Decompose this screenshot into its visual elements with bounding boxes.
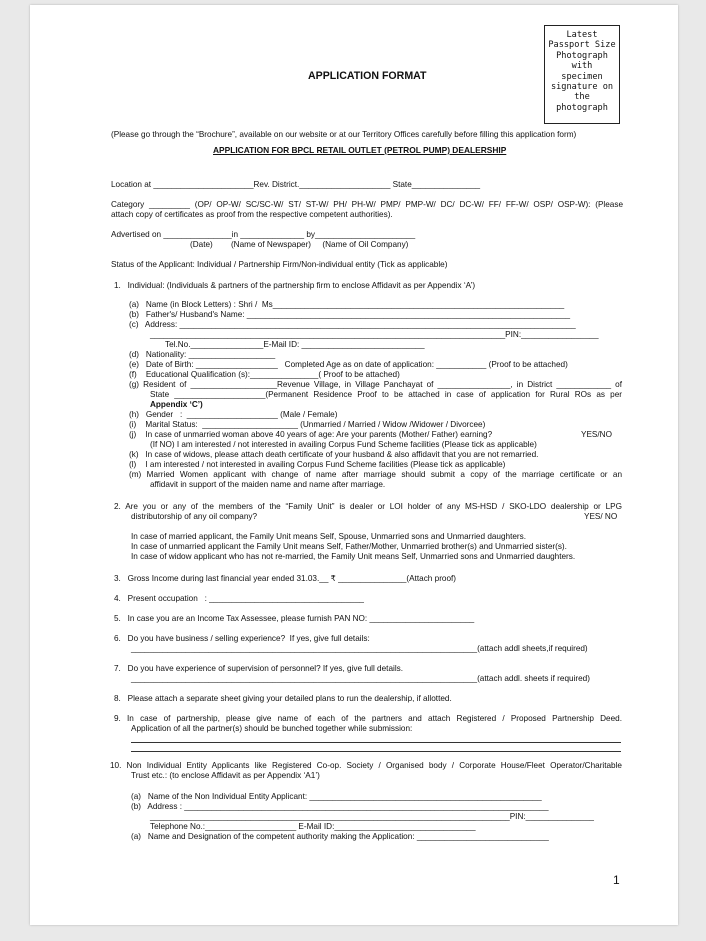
instruction-text: (Please go through the “Brochure”, available on our website or at our Territory Offices carefully before filling this application form) bbox=[111, 130, 577, 139]
family-unit-married: In case of married applicant, the Family Unit means Self, Spouse, Unmarried sons and Unmarried daughters. bbox=[131, 532, 527, 541]
item-9-partnership-cont: Application of all the partner(s) should be bunched together while submission: bbox=[131, 724, 413, 733]
field-tel-email: Tel.No.________________E-Mail ID: ___________________________ bbox=[165, 340, 425, 349]
photo-box-line: with bbox=[571, 61, 593, 72]
field-entity-phone-email: Telephone No.:____________________ E-Mail ID:_______________________________ bbox=[150, 822, 476, 831]
photo-box-line: Latest bbox=[566, 30, 598, 40]
yes-no-option: YES/NO bbox=[581, 430, 612, 439]
item-1-heading: 1. Individual: (Individuals & partners of the partnership firm to enclose Affidavit as per Appendix ‘A’) bbox=[114, 281, 476, 290]
item-7-details-line: ____________________________________________________________________________(attach addl. sheets if required) bbox=[131, 674, 590, 683]
form-subtitle: APPLICATION FOR BPCL RETAIL OUTLET (PETROL PUMP) DEALERSHIP bbox=[213, 145, 507, 155]
photo-box-line: Passport Size bbox=[548, 40, 616, 51]
field-education: (f) Educational Qualification (s):_______________( Proof to be attached) bbox=[129, 370, 400, 379]
photo-placeholder-box bbox=[544, 25, 620, 124]
field-date-of-birth: (e) Date of Birth: __________________ Completed Age as on date of application: ___________ (Proof to be attached) bbox=[129, 360, 568, 369]
advertised-line: Advertised on _______________in ______________ by______________________ bbox=[111, 230, 416, 239]
field-father-husband-name: (b) Father's/ Husband's Name: _______________________________________________________________________ bbox=[129, 310, 571, 319]
item-10-non-individual-cont: Trust etc.: (to enclose Affidavit as per Appendix ‘A1’) bbox=[131, 771, 320, 780]
field-widow: (k) In case of widows, please attach death certificate of your husband & also affidavit that you are not remarried. bbox=[129, 450, 539, 459]
field-resident-state: State ____________________(Permanent Residence Proof to be attached in case of application for Rural ROs as per bbox=[150, 390, 622, 399]
field-entity-name: (a) Name of the Non Individual Entity Applicant: ___________________________________________________ bbox=[131, 792, 542, 801]
item-2-question-cont: distributorship of any oil company? bbox=[131, 512, 258, 521]
field-marital-status: (i) Marital Status: _____________________ (Unmarried / Married / Widow /Widower / Divorcee) bbox=[129, 420, 486, 429]
field-married-women: (m) Married Women applicant with change of name after marriage should submit a copy of the marriage certificate or an bbox=[129, 470, 622, 479]
item-4-occupation: 4. Present occupation : __________________________________ bbox=[114, 594, 364, 603]
field-resident: (g) Resident of ___________________Revenue Village, in Village Panchayat of ________________, in District ____________ of bbox=[129, 380, 622, 389]
document-page bbox=[30, 5, 678, 925]
blank-answer-line bbox=[131, 742, 621, 743]
field-address-pin: ______________________________________________________________________________PIN:_________________ bbox=[150, 330, 599, 339]
yes-no-option: YES/ NO bbox=[584, 512, 618, 521]
item-3-gross-income: 3. Gross Income during last financial year ended 31.03.__ ₹ _______________(Attach proof) bbox=[114, 574, 457, 583]
field-gender: (h) Gender : ____________________ (Male / Female) bbox=[129, 410, 338, 419]
item-2-question: 2. Are you or any of the members of the “Family Unit” is dealer or LOI holder of any MS-HSD / SKO-LDO dealership or LPG bbox=[114, 502, 622, 511]
status-line: Status of the Applicant: Individual / Partnership Firm/Non-individual entity (Tick as applicable) bbox=[111, 260, 448, 269]
item-6-business-experience: 6. Do you have business / selling experience? If yes, give full details: bbox=[114, 634, 370, 643]
field-unmarried-woman: (j) In case of unmarried woman above 40 years of age: Are your parents (Mother/ Father) earning? bbox=[129, 430, 493, 439]
field-corpus-fund: (l) I am interested / not interested in availing Corpus Fund Scheme facilities (Please tick as applicable) bbox=[129, 460, 506, 469]
photo-box-line: signature on bbox=[550, 82, 614, 93]
category-line: Category _________ (OP/ OP-W/ SC/SC-W/ ST/ ST-W/ PH/ PH-W/ PMP/ PMP-W/ DC/ DC-W/ FF/ FF-W/ OSP/ OSP-W): (Please bbox=[111, 200, 623, 209]
field-nationality: (d) Nationality: ___________________ bbox=[129, 350, 276, 359]
item-7-supervision: 7. Do you have experience of supervision of personnel? If yes, give full details. bbox=[114, 664, 404, 673]
field-name: (a) Name (in Block Letters) : Shri / Ms________________________________________________________________ bbox=[129, 300, 565, 309]
photo-box-line: Photograph bbox=[556, 50, 608, 61]
appendix-c-label: Appendix ‘C’) bbox=[150, 400, 203, 409]
category-line-cont: attach copy of certificates as proof from the respective competent authorities). bbox=[111, 210, 393, 219]
field-entity-address: (b) Address : ________________________________________________________________________________ bbox=[131, 802, 549, 811]
advertised-captions: (Date) (Name of Newspaper) (Name of Oil Company) bbox=[190, 240, 409, 249]
family-unit-unmarried: In case of unmarried applicant the Family Unit means Self, Father/Mother, Unmarried brother(s) and Unmarried sister(s). bbox=[131, 542, 567, 551]
field-entity-pin: _______________________________________________________________________________PIN:_______________ bbox=[150, 812, 594, 821]
location-line: Location at ______________________Rev. District.____________________ State_______________ bbox=[111, 180, 481, 189]
page-title: APPLICATION FORMAT bbox=[308, 70, 427, 82]
item-8-plans: 8. Please attach a separate sheet giving your detailed plans to run the dealership, if allotted. bbox=[114, 694, 452, 703]
item-9-partnership: 9. In case of partnership, please give name of each of the partners and attach Registered / Proposed Partnership Deed. bbox=[114, 714, 622, 723]
item-5-pan: 5. In case you are an Income Tax Assessee, please furnish PAN NO: _______________________ bbox=[114, 614, 475, 623]
field-married-women-cont: affidavit in support of the maiden name and name after marriage. bbox=[150, 480, 386, 489]
field-address: (c) Address: _______________________________________________________________________________________ bbox=[129, 320, 576, 329]
item-6-details-line: ____________________________________________________________________________(attach addl sheets,if required) bbox=[131, 644, 588, 653]
corpus-fund-line: (If NO) I am interested / not interested in availing Corpus Fund Scheme facilities (Please tick as applicable) bbox=[150, 440, 537, 449]
item-10-non-individual: 10. Non Individual Entity Applicants like Registered Co-op. Society / Organised body / Corporate House/Fleet Operator/Charitable bbox=[110, 761, 622, 770]
photo-box-line: photograph bbox=[556, 102, 608, 113]
family-unit-widow: In case of widow applicant who has not re-married, the Family Unit means Self, Unmarried sons and Unmarried daughters. bbox=[131, 552, 576, 561]
photo-box-line: the bbox=[574, 92, 590, 103]
page-number: 1 bbox=[613, 873, 620, 887]
photo-box-line: specimen bbox=[561, 71, 603, 82]
field-competent-authority: (a) Name and Designation of the competent authority making the Application: _____________________________ bbox=[131, 832, 549, 841]
blank-answer-line bbox=[131, 751, 621, 752]
